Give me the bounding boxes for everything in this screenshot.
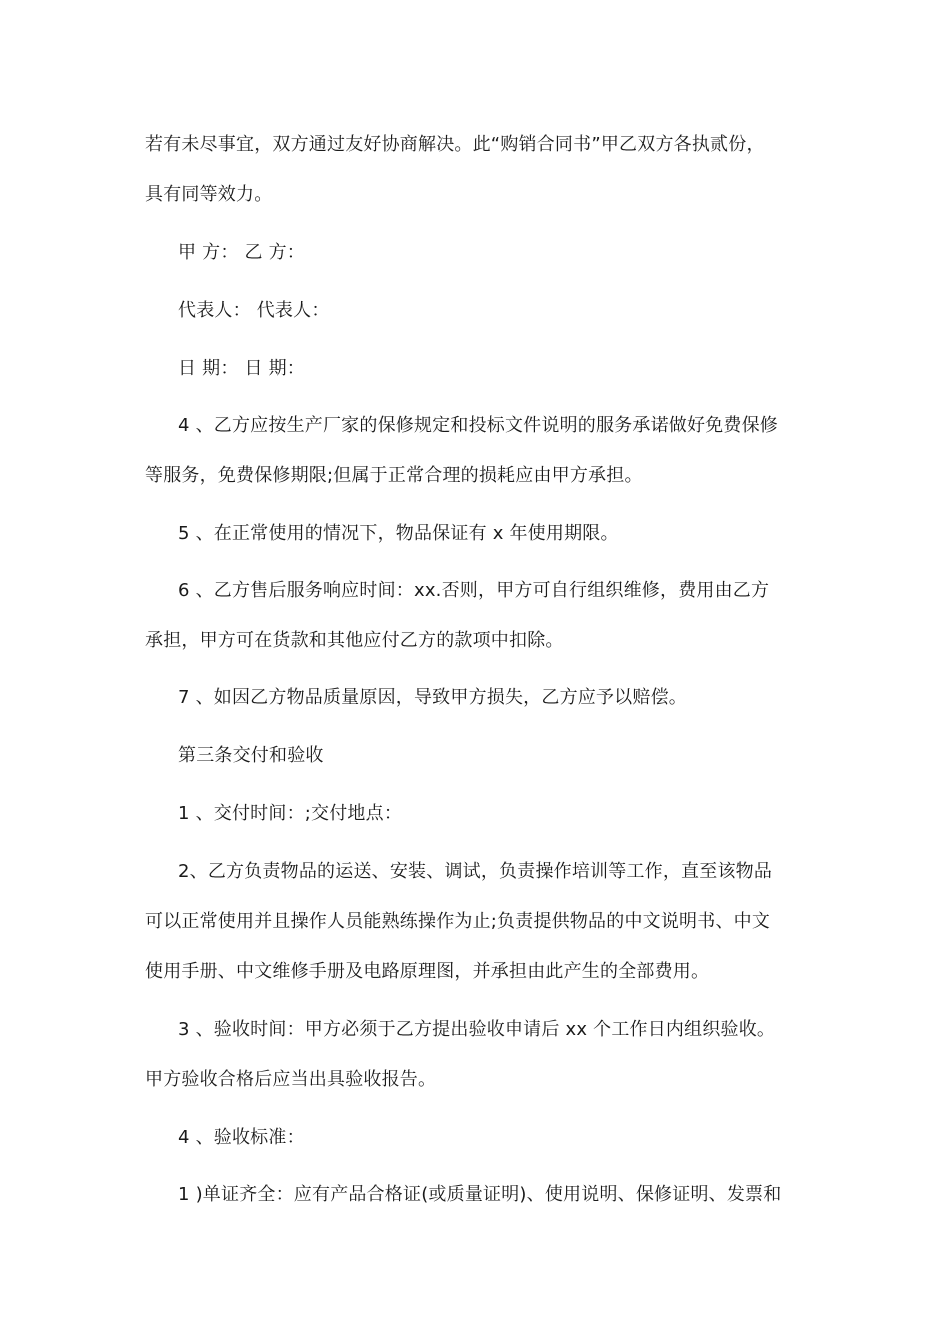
paragraph-line: 甲方验收合格后应当出具验收报告。 (145, 1069, 437, 1090)
clause-line: 3 、验收时间：甲方必须于乙方提出验收申请后 xx 个工作日内组织验收。 (178, 1019, 776, 1040)
clause-line: 2、乙方负责物品的运送、安装、调试，负责操作培训等工作，直至该物品 (178, 861, 773, 882)
clause-line: 1 )单证齐全：应有产品合格证(或质量证明)、使用说明、保修证明、发票和 (178, 1184, 782, 1205)
paragraph-line: 承担，甲方可在货款和其他应付乙方的款项中扣除。 (145, 630, 564, 651)
date-label-line: 日 期： 日 期： (178, 358, 305, 379)
party-label-line: 甲 方： 乙 方： (178, 242, 305, 263)
clause-line: 4 、验收标准： (178, 1127, 305, 1148)
paragraph-line: 若有未尽事宜，双方通过友好协商解决。此“购销合同书”甲乙双方各执贰份， (145, 134, 765, 155)
clause-line: 5 、在正常使用的情况下，物品保证有 x 年使用期限。 (178, 523, 619, 544)
paragraph-line: 具有同等效力。 (145, 184, 273, 205)
representative-label-line: 代表人： 代表人： (178, 300, 330, 321)
clause-line: 6 、乙方售后服务响应时间：xx.否则，甲方可自行组织维修，费用由乙方 (178, 580, 770, 601)
paragraph-line: 使用手册、中文维修手册及电路原理图，并承担由此产生的全部费用。 (145, 961, 710, 982)
clause-line: 7 、如因乙方物品质量原因，导致甲方损失，乙方应予以赔偿。 (178, 687, 687, 708)
paragraph-line: 等服务，免费保修期限;但属于正常合理的损耗应由甲方承担。 (145, 465, 643, 486)
clause-line: 1 、交付时间：;交付地点： (178, 803, 403, 824)
section-heading: 第三条交付和验收 (178, 745, 324, 766)
clause-line: 4 、乙方应按生产厂家的保修规定和投标文件说明的服务承诺做好免费保修 (178, 415, 778, 436)
paragraph-line: 可以正常使用并且操作人员能熟练操作为止;负责提供物品的中文说明书、中文 (145, 911, 771, 932)
